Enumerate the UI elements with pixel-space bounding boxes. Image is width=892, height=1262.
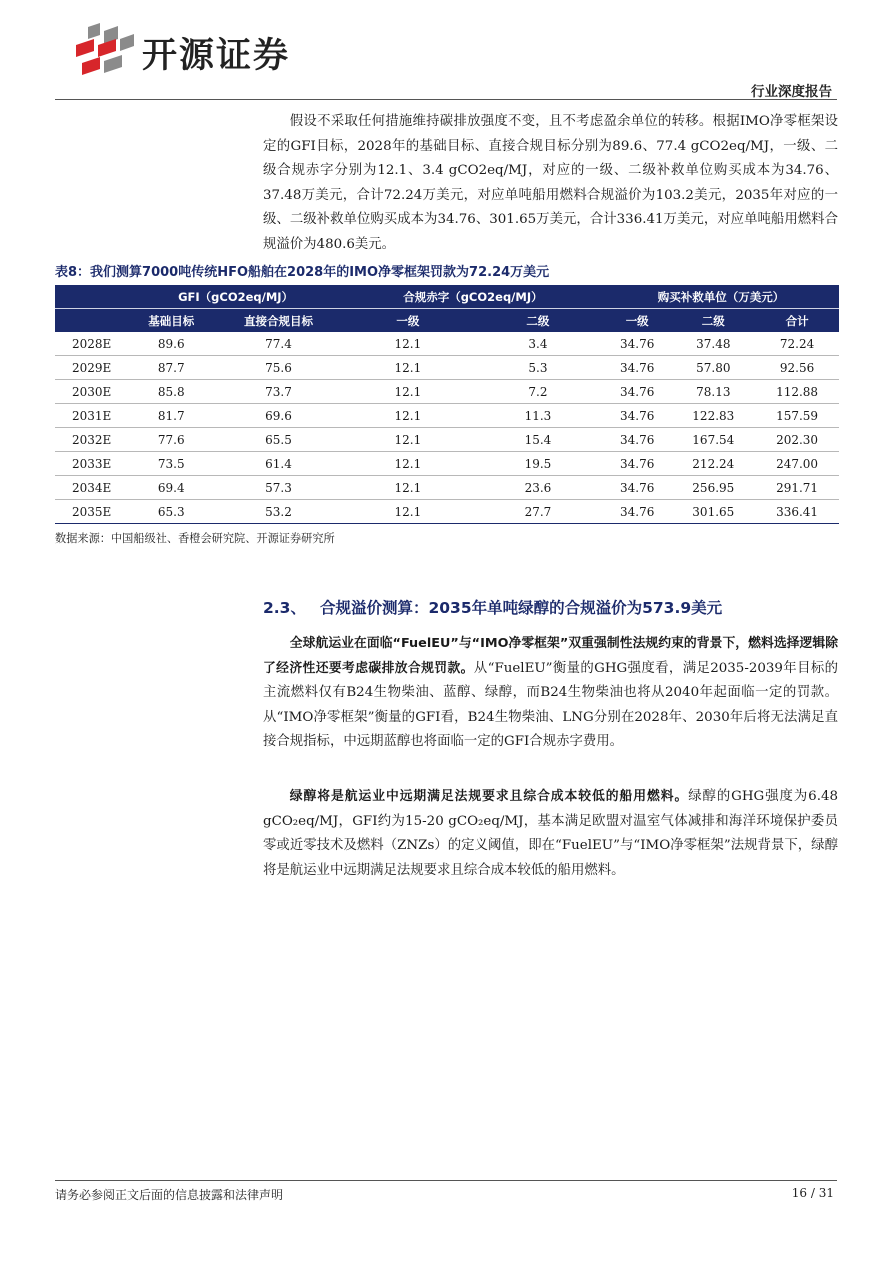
table-cell: 7.2 [473,380,603,404]
table-cell: 57.80 [671,356,755,380]
paragraph-1-lead: 全球航运业在面临“FuelEU”与“IMO净零框架”双重强制性法规约束的背景下，燃料选择逻辑除了经济性还要考虑碳排放合规罚款。 [263,636,838,676]
table-cell: 92.56 [755,356,839,380]
table-cell: 301.65 [671,500,755,524]
table-cell: 69.6 [214,404,343,428]
sub-header: 一级 [603,309,672,333]
group-header: 合规赤字（gCO2eq/MJ） [343,285,603,309]
table-cell: 34.76 [603,356,672,380]
kysec-logo-icon [74,23,136,83]
table-cell: 12.1 [343,380,473,404]
group-header: GFI（gCO2eq/MJ） [128,285,343,309]
table-cell: 12.1 [343,356,473,380]
table-sub-header-row [55,309,839,333]
table-cell: 202.30 [755,428,839,452]
penalty-table [55,285,839,524]
table-cell: 12.1 [343,428,473,452]
table-cell: 57.3 [214,476,343,500]
table-cell: 157.59 [755,404,839,428]
table-cell: 167.54 [671,428,755,452]
table-body [55,332,839,524]
table-cell: 112.88 [755,380,839,404]
table-row [55,452,839,476]
row-year-cell: 2035E [55,500,128,524]
footer-divider [55,1180,837,1181]
table-source: 数据来源：中国船级社、香橙会研究院、开源证券研究所 [55,532,335,545]
table-cell: 291.71 [755,476,839,500]
table-cell: 78.13 [671,380,755,404]
table-cell: 72.24 [755,332,839,356]
table-cell: 247.00 [755,452,839,476]
table-cell: 12.1 [343,452,473,476]
table-cell: 12.1 [343,476,473,500]
row-year-cell: 2029E [55,356,128,380]
table-row [55,356,839,380]
row-year-cell: 2028E [55,332,128,356]
table-cell: 34.76 [603,500,672,524]
table-cell: 12.1 [343,500,473,524]
table-cell: 77.6 [128,428,214,452]
row-year-cell: 2031E [55,404,128,428]
sub-header: 合计 [755,309,839,333]
table-cell: 256.95 [671,476,755,500]
table-cell: 89.6 [128,332,214,356]
table-title: 表8：我们测算7000吨传统HFO船舶在2028年的IMO净零框架罚款为72.24万美元 [55,265,550,280]
table-cell: 34.76 [603,380,672,404]
table-cell: 73.7 [214,380,343,404]
table-cell: 34.76 [603,452,672,476]
table-cell: 212.24 [671,452,755,476]
paragraph-1 [263,632,838,755]
logo-text: 开源证券 [142,36,291,76]
company-logo [74,22,344,84]
header-divider [55,99,837,100]
table-cell: 81.7 [128,404,214,428]
table-cell: 27.7 [473,500,603,524]
table-row [55,332,839,356]
table-row [55,428,839,452]
sub-header: 二级 [671,309,755,333]
table-cell: 34.76 [603,332,672,356]
table-cell: 15.4 [473,428,603,452]
report-type-label: 行业深度报告 [751,84,832,100]
table-cell: 34.76 [603,428,672,452]
table-row [55,476,839,500]
sub-header: 直接合规目标 [214,309,343,333]
table-cell: 336.41 [755,500,839,524]
row-year-cell: 2030E [55,380,128,404]
table-row [55,380,839,404]
table-cell: 3.4 [473,332,603,356]
row-year-cell: 2034E [55,476,128,500]
table-cell: 85.8 [128,380,214,404]
row-year-cell: 2033E [55,452,128,476]
page-number: 16 / 31 [791,1186,834,1200]
table-cell: 87.7 [128,356,214,380]
table-cell: 69.4 [128,476,214,500]
table-cell: 11.3 [473,404,603,428]
table-cell: 53.2 [214,500,343,524]
table-cell: 34.76 [603,476,672,500]
footer-disclaimer: 请务必参阅正文后面的信息披露和法律声明 [55,1188,284,1202]
table-cell: 5.3 [473,356,603,380]
table-cell: 65.5 [214,428,343,452]
table-cell: 12.1 [343,332,473,356]
section-number: 2.3、 [263,599,306,617]
sub-header: 二级 [473,309,603,333]
table-cell: 23.6 [473,476,603,500]
table-cell: 122.83 [671,404,755,428]
row-year-cell: 2032E [55,428,128,452]
table-row [55,404,839,428]
section-heading [263,596,722,618]
sub-header: 基础目标 [128,309,214,333]
group-header: 购买补救单位（万美元） [603,285,839,309]
table-corner-cell [55,309,128,333]
intro-paragraph: 假设不采取任何措施维持碳排放强度不变，且不考虑盈余单位的转移。根据IMO净零框架设定的GFI目标，2028年的基础目标、直接合规目标分别为89.6、77.4 gCO2eq/MJ，一级、二级合规赤字分别为12.1、3.4 gCO2eq/MJ，对应的一级、二级补救单位购买成本为34.76、37.48万美元，合计72.24万美元，对应单吨船用燃料合规溢价为103.2美元，2035年对应的一级、二级补救单位购买成本为34.76、301.65万美元，合计336.41万美元，对应单吨船用燃料合规溢价为480.6美元。 [263,114,838,252]
paragraph-2 [263,785,838,883]
table-cell: 12.1 [343,404,473,428]
table-cell: 73.5 [128,452,214,476]
table-cell: 77.4 [214,332,343,356]
table-cell: 75.6 [214,356,343,380]
paragraph-2-lead: 绿醇将是航运业中远期满足法规要求且综合成本较低的船用燃料。 [289,789,689,804]
table-cell: 65.3 [128,500,214,524]
section-title: 合规溢价测算：2035年单吨绿醇的合规溢价为573.9美元 [319,599,723,617]
table-cell: 34.76 [603,404,672,428]
table-cell: 37.48 [671,332,755,356]
table-group-header-row [55,285,839,309]
table-row [55,500,839,524]
table-corner-cell [55,285,128,309]
table-cell: 61.4 [214,452,343,476]
paragraph-2-body: 绿醇的GHG强度为6.48 gCO₂eq/MJ，GFI约为15-20 gCO₂eq/MJ，基本满足欧盟对温室气体减排和海洋环境保护委员零或近零技术及燃料（ZNZs）的定义阈值，即在“FuelEU”与“IMO净零框架”法规背景下，绿醇将是航运业中远期满足法规要求且综合成本较低的船用燃料。 [263,789,839,878]
sub-header: 一级 [343,309,473,333]
paragraph-1-body: 从“FuelEU”衡量的GHG强度看，满足2035-2039年目标的主流燃料仅有B24生物柴油、蓝醇、绿醇，而B24生物柴油也将从2040年起面临一定的罚款。从“IMO净零框架”衡量的GFI看，B24生物柴油、LNG分别在2028年、2030年后将无法满足直接合规指标，中远期蓝醇也将面临一定的GFI合规赤字费用。 [263,660,838,750]
table-cell: 19.5 [473,452,603,476]
